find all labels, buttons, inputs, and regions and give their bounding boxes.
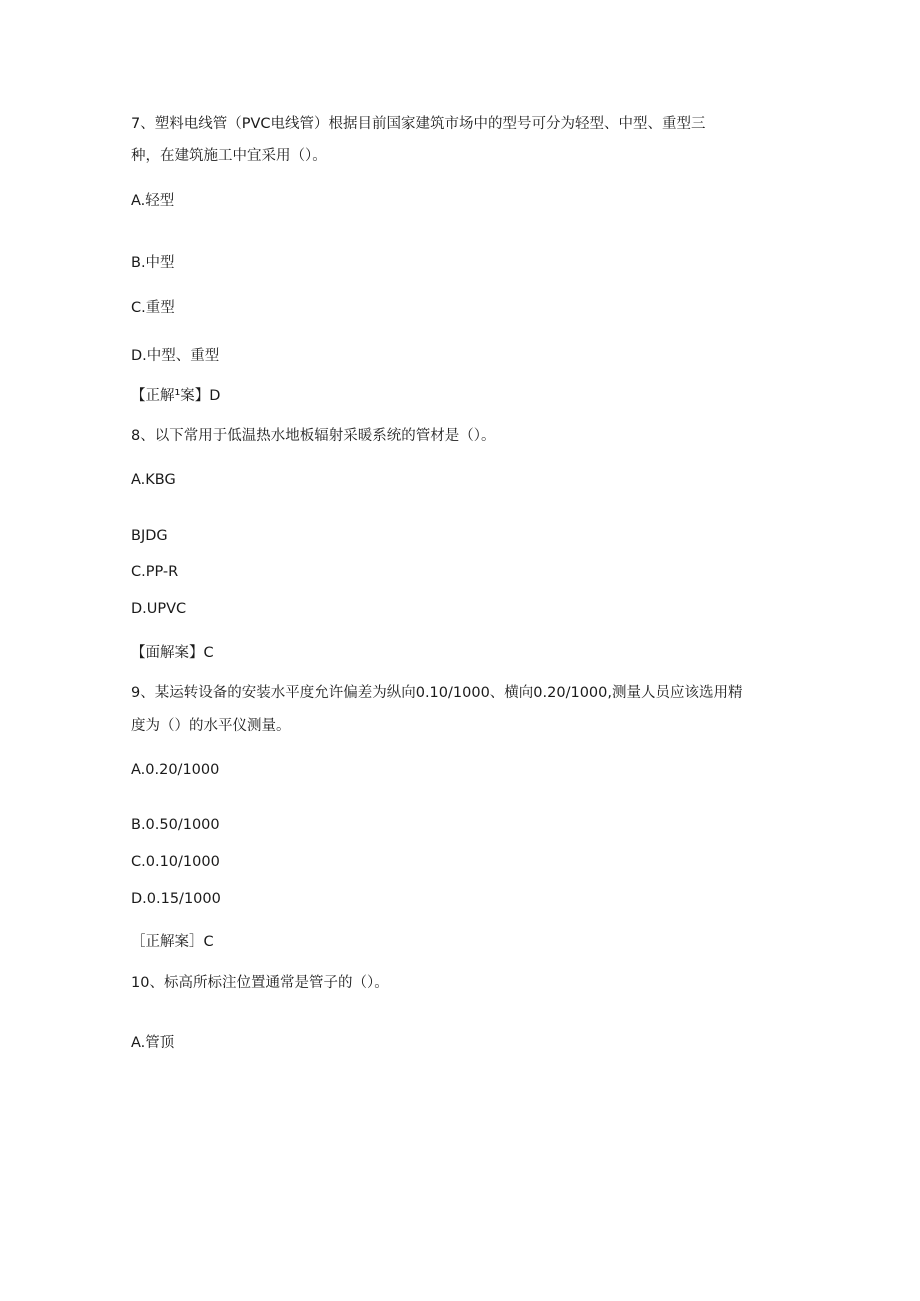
option-d: D.中型、重型	[131, 348, 220, 364]
option-a: A.管顶	[131, 1035, 175, 1051]
question-stem-line: 种，在建筑施工中宜采用（）。	[131, 148, 327, 164]
option-a: A.KBG	[131, 472, 176, 488]
option-d: D.0.15/1000	[131, 891, 221, 907]
question-stem-line: 8、以下常用于低温热水地板辐射采暖系统的管材是（）。	[131, 428, 496, 444]
option-a: A.0.20/1000	[131, 762, 220, 778]
question-stem-line: 9、某运转设备的安装水平度允许偏差为纵向0.10/1000、横向0.20/1000,测量人员应该选用精	[131, 685, 743, 701]
option-c: C.0.10/1000	[131, 854, 220, 870]
answer-line: 【正解¹案】D	[131, 388, 221, 404]
question-stem-line: 10、标高所标注位置通常是管子的（）。	[131, 975, 389, 991]
option-c: C.重型	[131, 300, 175, 316]
option-a: A.轻型	[131, 193, 175, 209]
option-b: BJDG	[131, 528, 168, 544]
question-stem-line: 7、塑料电线管（PVC电线管）根据目前国家建筑市场中的型号可分为轻型、中型、重型三	[131, 116, 706, 132]
option-c: C.PP-R	[131, 564, 179, 580]
answer-line: 【面解案】C	[131, 645, 214, 661]
question-stem-line: 度为（）的水平仪测量。	[131, 718, 291, 734]
answer-line: ［正解案］C	[131, 934, 214, 950]
option-b: B.中型	[131, 255, 175, 271]
option-d: D.UPVC	[131, 601, 187, 617]
option-b: B.0.50/1000	[131, 817, 220, 833]
